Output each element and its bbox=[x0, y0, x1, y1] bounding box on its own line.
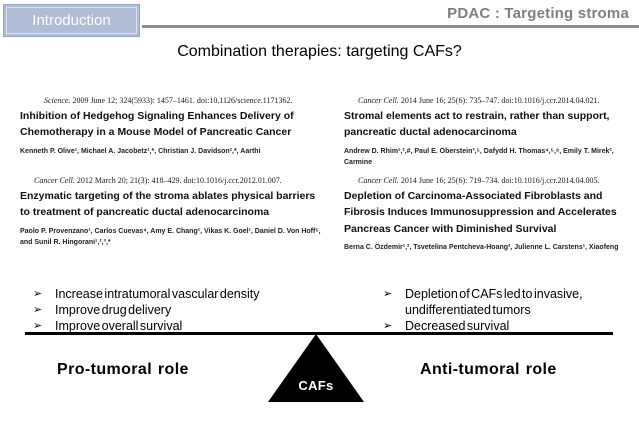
bullet-text: Depletion of CAFs led to invasive, undifferentiated tumors bbox=[405, 287, 583, 317]
pro-tumoral-role-label: Pro-tumoral role bbox=[57, 361, 189, 378]
arrow-bullet-icon: ➢ bbox=[383, 319, 393, 332]
journal-name: Cancer Cell. bbox=[358, 96, 399, 105]
arrow-bullet-icon: ➢ bbox=[33, 303, 43, 316]
arrow-bullet-icon: ➢ bbox=[33, 319, 43, 332]
citation-details: 2012 March 20; 21(3): 418–429. doi:10.1016/j.ccr.2012.01.007. bbox=[76, 176, 282, 185]
paper-title: Depletion of Carcinoma-Associated Fibroblasts and Fibrosis Induces Immunosuppression and Accelerates Pancreas Cancer with Diminished Survival bbox=[344, 190, 617, 235]
journal-name: Science. bbox=[44, 96, 71, 105]
paper-citation bbox=[20, 96, 322, 105]
introduction-section-label: Introduction bbox=[32, 12, 111, 29]
paper-citation bbox=[344, 96, 638, 105]
list-item bbox=[33, 303, 328, 319]
paper-title: Enzymatic targeting of the stroma ablates physical barriers to treatment of pancreatic ductal adenocarcinoma bbox=[20, 190, 316, 219]
citation-details: 2014 June 16; 25(6): 719–734. doi:10.1016/j.ccr.2014.04.005. bbox=[400, 176, 600, 185]
introduction-section-button[interactable] bbox=[3, 4, 140, 37]
bullet-text: Increase intratumoral vascular density bbox=[55, 287, 260, 301]
paper-authors: Andrew D. Rhim¹,²,#, Paul E. Oberstein³,⁵, Dafydd H. Thomas⁴,⁵,⁸, Emily T. Mirek², Carmine bbox=[344, 147, 614, 167]
arrow-bullet-icon: ➢ bbox=[383, 288, 393, 300]
paper-title: Inhibition of Hedgehog Signaling Enhances Delivery of Chemotherapy in a Mouse Model of Pancreatic Cancer bbox=[20, 110, 294, 139]
list-item bbox=[33, 287, 328, 303]
paper-excerpt-rhim-cancercell-2014 bbox=[344, 96, 638, 169]
paper-citation bbox=[20, 176, 322, 185]
paper-title: Stromal elements act to restrain, rather than support, pancreatic ductal adenocarcinoma bbox=[344, 110, 610, 139]
cafs-label: CAFs bbox=[298, 378, 334, 393]
journal-name: Cancer Cell. bbox=[358, 176, 399, 185]
anti-tumoral-bullet-list bbox=[383, 287, 625, 334]
bullet-text: Decreased survival bbox=[405, 318, 510, 333]
slide-title: Combination therapies: targeting CAFs? bbox=[177, 43, 462, 60]
paper-authors: Paolo P. Provenzano¹, Carlos Cuevas⁴, Amy E. Chang¹, Vikas K. Goel¹, Daniel D. Von Hoff⁵, and Sunil R. Hingorani¹,²,³,* bbox=[20, 227, 321, 247]
pro-tumoral-bullet-list bbox=[33, 287, 328, 334]
header-divider-line bbox=[142, 25, 639, 28]
paper-excerpt-olive-science-2009 bbox=[20, 96, 322, 157]
cafs-fulcrum-triangle bbox=[268, 334, 364, 402]
header-right-title: PDAC : Targeting stroma bbox=[447, 5, 629, 22]
list-item bbox=[383, 287, 625, 319]
citation-details: 2009 June 12; 324(5933): 1457–1461. doi:10.1126/science.1171362. bbox=[72, 96, 293, 105]
journal-name: Cancer Cell. bbox=[34, 176, 75, 185]
anti-tumoral-role-label: Anti-tumoral role bbox=[420, 361, 557, 378]
paper-authors: Kenneth P. Olive¹, Michael A. Jacobetz¹,*, Christian J. Davidson²,*, Aarthi bbox=[20, 147, 261, 155]
paper-authors: Berna C. Özdemir¹,², Tsvetelina Pentcheva-Hoang³, Julienne L. Carstens¹, Xiaofeng bbox=[344, 243, 619, 251]
citation-details: 2014 June 16; 25(6): 735–747. doi:10.1016/j.ccr.2014.04.021. bbox=[400, 96, 600, 105]
arrow-bullet-icon: ➢ bbox=[33, 288, 43, 300]
bullet-text: Improve drug delivery bbox=[55, 302, 172, 317]
bullet-text: Improve overall survival bbox=[55, 318, 183, 333]
paper-citation bbox=[344, 176, 638, 185]
paper-excerpt-provenzano-cancercell-2012 bbox=[20, 176, 322, 249]
paper-excerpt-ozdemir-cancercell-2014 bbox=[344, 176, 638, 254]
